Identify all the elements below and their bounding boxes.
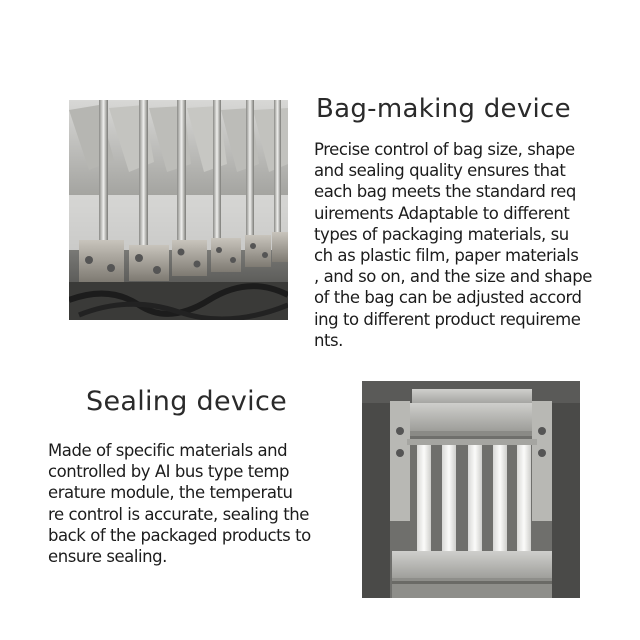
bag-making-device-title: Bag-making device bbox=[316, 94, 571, 124]
sealing-device-photo bbox=[362, 381, 580, 598]
sealing-device-description bbox=[48, 440, 348, 567]
description-line: types of packaging materials, su bbox=[314, 224, 569, 244]
bag-making-device-illustration bbox=[69, 100, 288, 320]
bag-making-device-photo bbox=[69, 100, 288, 320]
bag-making-device-description bbox=[314, 139, 624, 351]
description-line: nts. bbox=[314, 330, 343, 350]
description-line: ensure sealing. bbox=[48, 547, 167, 567]
sealing-device-title: Sealing device bbox=[86, 386, 288, 417]
description-line: of the bag can be adjusted accord bbox=[314, 288, 582, 308]
sealing-device-illustration bbox=[362, 381, 580, 598]
description-line: ch as plastic film, paper materials bbox=[314, 246, 579, 266]
description-line: re control is accurate, sealing the bbox=[48, 504, 309, 524]
description-line: and sealing quality ensures that bbox=[314, 161, 566, 181]
description-line: uirements Adaptable to different bbox=[314, 203, 570, 223]
description-line: Made of specific materials and bbox=[48, 441, 288, 460]
description-line: back of the packaged products to bbox=[48, 525, 311, 545]
description-line: each bag meets the standard req bbox=[314, 182, 576, 202]
description-line: Precise control of bag size, shape bbox=[314, 140, 575, 159]
description-line: ing to different product requireme bbox=[314, 309, 581, 329]
description-line: , and so on, and the size and shape bbox=[314, 267, 592, 287]
description-line: erature module, the temperatu bbox=[48, 483, 293, 503]
description-line: controlled by AI bus type temp bbox=[48, 462, 290, 482]
